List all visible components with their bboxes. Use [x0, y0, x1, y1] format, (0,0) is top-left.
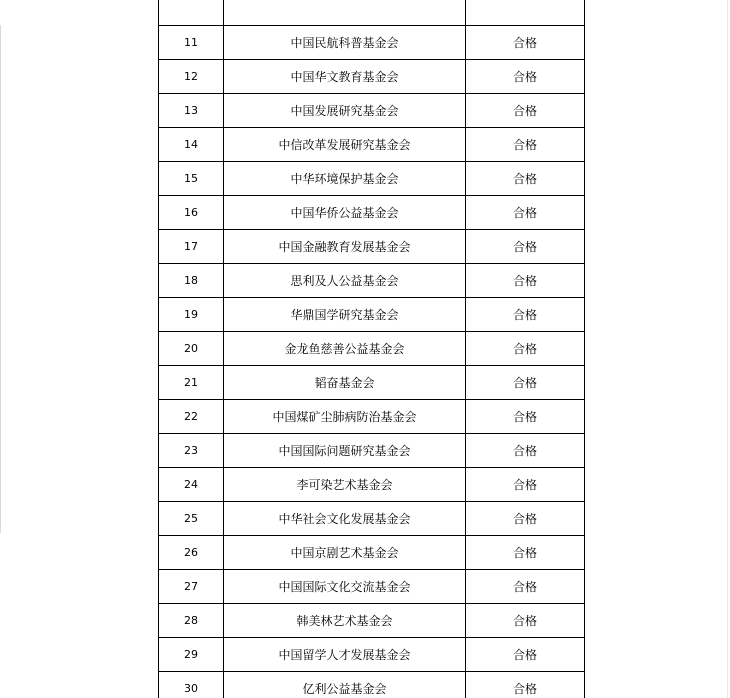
row-number: 15: [159, 162, 224, 196]
result-status: [466, 0, 585, 26]
table-body: [159, 0, 585, 698]
foundation-name: 中国国际问题研究基金会: [224, 434, 466, 468]
row-number: 24: [159, 468, 224, 502]
foundation-name: 中国煤矿尘肺病防治基金会: [224, 400, 466, 434]
result-status: 合格: [466, 26, 585, 60]
row-number: 13: [159, 94, 224, 128]
result-status: 合格: [466, 536, 585, 570]
row-number: 19: [159, 298, 224, 332]
foundation-name: 中国留学人才发展基金会: [224, 638, 466, 672]
table-row: [159, 230, 585, 264]
table-row: [159, 536, 585, 570]
row-number: 18: [159, 264, 224, 298]
foundation-name: 中国华文教育基金会: [224, 60, 466, 94]
table-row: [159, 638, 585, 672]
foundation-name: 中国民航科普基金会: [224, 26, 466, 60]
result-status: 合格: [466, 434, 585, 468]
table-row: [159, 26, 585, 60]
foundation-name: 思利及人公益基金会: [224, 264, 466, 298]
result-status: 合格: [466, 672, 585, 698]
table-row: [159, 60, 585, 94]
result-status: 合格: [466, 604, 585, 638]
foundation-name: 中国国际文化交流基金会: [224, 570, 466, 604]
table-row: [159, 468, 585, 502]
foundation-name: 中国金融教育发展基金会: [224, 230, 466, 264]
table-row: [159, 502, 585, 536]
row-number: 25: [159, 502, 224, 536]
table-row: [159, 672, 585, 698]
table-row: [159, 196, 585, 230]
result-status: 合格: [466, 638, 585, 672]
row-number: 16: [159, 196, 224, 230]
foundation-name: 中国京剧艺术基金会: [224, 536, 466, 570]
foundation-name: 李可染艺术基金会: [224, 468, 466, 502]
foundation-name: 中信改革发展研究基金会: [224, 128, 466, 162]
row-number: 26: [159, 536, 224, 570]
right-page-edge: [727, 0, 728, 698]
row-number: 11: [159, 26, 224, 60]
foundation-name: 华鼎国学研究基金会: [224, 298, 466, 332]
table-row: [159, 94, 585, 128]
row-number: 17: [159, 230, 224, 264]
foundation-name: 中华环境保护基金会: [224, 162, 466, 196]
result-status: 合格: [466, 400, 585, 434]
table-row: [159, 332, 585, 366]
table-row: [159, 400, 585, 434]
row-number: [159, 0, 224, 26]
result-status: 合格: [466, 196, 585, 230]
result-status: 合格: [466, 332, 585, 366]
left-page-edge: [0, 25, 1, 533]
table-row: [159, 366, 585, 400]
result-status: 合格: [466, 162, 585, 196]
result-status: 合格: [466, 366, 585, 400]
row-number: 20: [159, 332, 224, 366]
table-row: [159, 298, 585, 332]
result-status: 合格: [466, 60, 585, 94]
foundation-name: 中华社会文化发展基金会: [224, 502, 466, 536]
row-number: 27: [159, 570, 224, 604]
row-number: 12: [159, 60, 224, 94]
foundation-name: 亿利公益基金会: [224, 672, 466, 698]
foundation-name: 中国华侨公益基金会: [224, 196, 466, 230]
row-number: 22: [159, 400, 224, 434]
table-row: [159, 162, 585, 196]
result-status: 合格: [466, 298, 585, 332]
foundation-name: 韩美林艺术基金会: [224, 604, 466, 638]
result-status: 合格: [466, 570, 585, 604]
table-row: [159, 570, 585, 604]
table-row: [159, 604, 585, 638]
result-status: 合格: [466, 502, 585, 536]
table-row: [159, 264, 585, 298]
result-status: 合格: [466, 264, 585, 298]
row-number: 14: [159, 128, 224, 162]
result-status: 合格: [466, 468, 585, 502]
row-number: 30: [159, 672, 224, 698]
foundation-name: 韬奋基金会: [224, 366, 466, 400]
result-status: 合格: [466, 128, 585, 162]
row-number: 23: [159, 434, 224, 468]
table-row: [159, 0, 585, 26]
foundation-name: 中国发展研究基金会: [224, 94, 466, 128]
row-number: 21: [159, 366, 224, 400]
result-status: 合格: [466, 230, 585, 264]
foundation-name: 金龙鱼慈善公益基金会: [224, 332, 466, 366]
table-row: [159, 128, 585, 162]
foundation-name: [224, 0, 466, 26]
result-status: 合格: [466, 94, 585, 128]
table-row: [159, 434, 585, 468]
row-number: 28: [159, 604, 224, 638]
foundation-results-table: [158, 0, 585, 698]
row-number: 29: [159, 638, 224, 672]
